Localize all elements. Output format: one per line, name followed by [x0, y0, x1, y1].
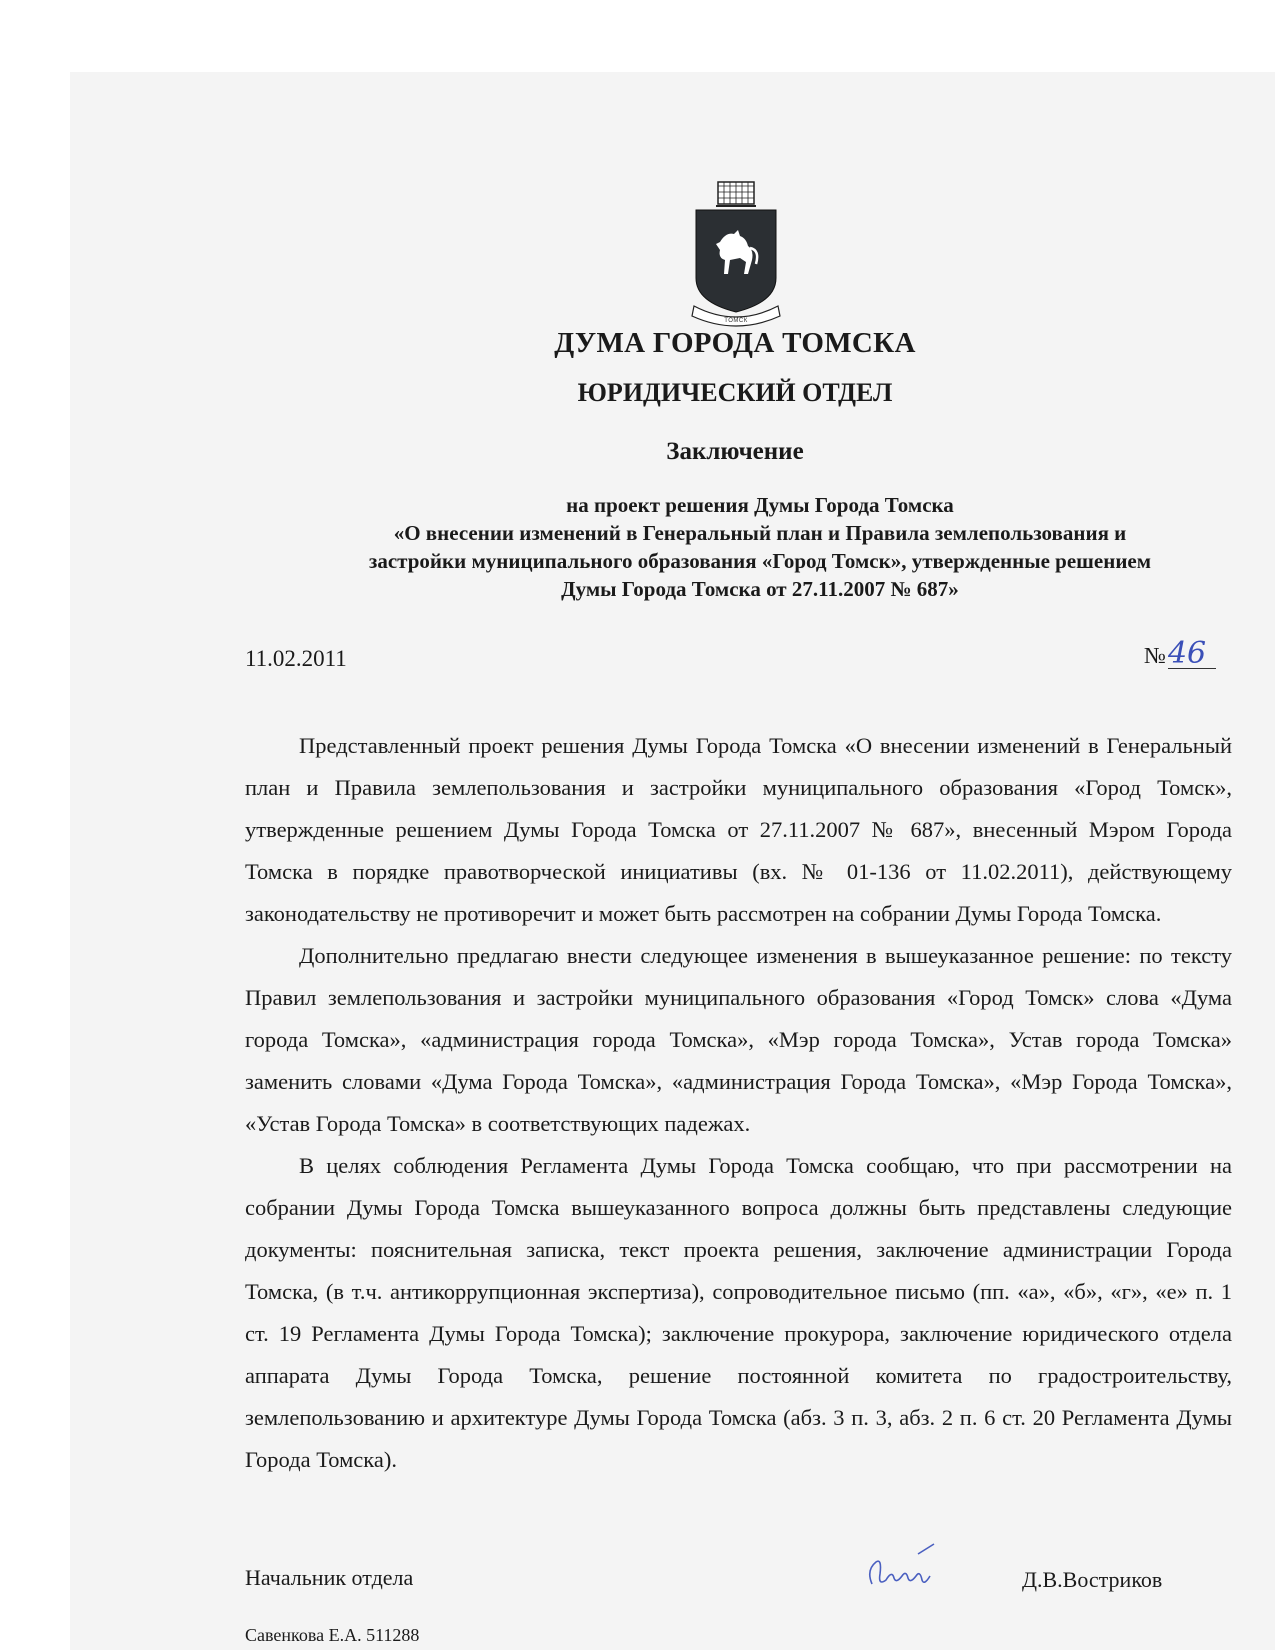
- body-paragraph: Дополнительно предлагаю внести следующее изменения в вышеуказанное решение: по тексту Правил землепользования и застройки муниципального образования «Город Томск» слова «Дума города Томска», «администрация города Томска», «Мэр города Томска», Устав города Томска» заменить словами «Дума Города Томска», «администрация Города Томска», «Мэр Города Томска», «Устав Города Томска» в соответствующих падежах.: [245, 943, 1232, 1136]
- document-body: [245, 725, 1232, 1481]
- signatory-title: Начальник отдела: [245, 1565, 414, 1590]
- subject-line: застройки муниципального образования «Город Томск», утвержденные решением: [368, 549, 1152, 573]
- organization-title: ДУМА ГОРОДА ТОМСКА: [554, 327, 916, 359]
- crest-ribbon-text: ТОМСК: [724, 318, 748, 324]
- subject-line: «О внесении изменений в Генеральный план и Правила землепользования и: [393, 521, 1127, 545]
- subject-line: Думы Города Томска от 27.11.2007 № 687»: [561, 577, 959, 601]
- document-number: [1144, 636, 1216, 671]
- document-date: 11.02.2011: [245, 646, 347, 671]
- body-paragraph: Представленный проект решения Думы Города Томска «О внесении изменений в Генеральный план и Правила землепользования и застройки муниципального образования «Город Томск», утвержденные решением Думы Города Томска от 27.11.2007 № 687», внесенный Мэром Города Томска в порядке правотворческой инициативы (вх. № 01-136 от 11.02.2011), действующему законодательству не противоречит и может быть рассмотрен на собрании Думы Города Томска.: [245, 733, 1232, 926]
- number-label: №: [1144, 643, 1166, 668]
- subject-line: на проект решения Думы Города Томска: [566, 493, 954, 517]
- document-subject: [290, 491, 1230, 603]
- tomsk-coat-of-arms-icon: [688, 180, 784, 332]
- signatory-name: Д.В.Востриков: [1022, 1567, 1163, 1592]
- document-type-title: Заключение: [666, 438, 804, 465]
- executor-contact: Савенкова Е.А. 511288: [245, 1625, 420, 1645]
- number-value-handwritten: 46: [1168, 640, 1216, 669]
- department-title: ЮРИДИЧЕСКИЙ ОТДЕЛ: [577, 378, 893, 407]
- handwritten-signature-icon: [860, 1540, 950, 1600]
- body-paragraph: В целях соблюдения Регламента Думы Города Томска сообщаю, что при рассмотрении на собрании Думы Города Томска вышеуказанного вопроса должны быть представлены следующие документы: пояснительная записка, текст проекта решения, заключение администрации Города Томска, (в т.ч. антикоррупционная экспертиза), сопроводительное письмо (пп. «а», «б», «г», «е» п. 1 ст. 19 Регламента Думы Города Томска); заключение прокурора, заключение юридического отдела аппарата Думы Города Томска, решение постоянной комитета по градостроительству, землепользованию и архитектуре Думы Города Томска (абз. 3 п. 3, абз. 2 п. 6 ст. 20 Регламента Думы Города Томска).: [245, 1153, 1232, 1472]
